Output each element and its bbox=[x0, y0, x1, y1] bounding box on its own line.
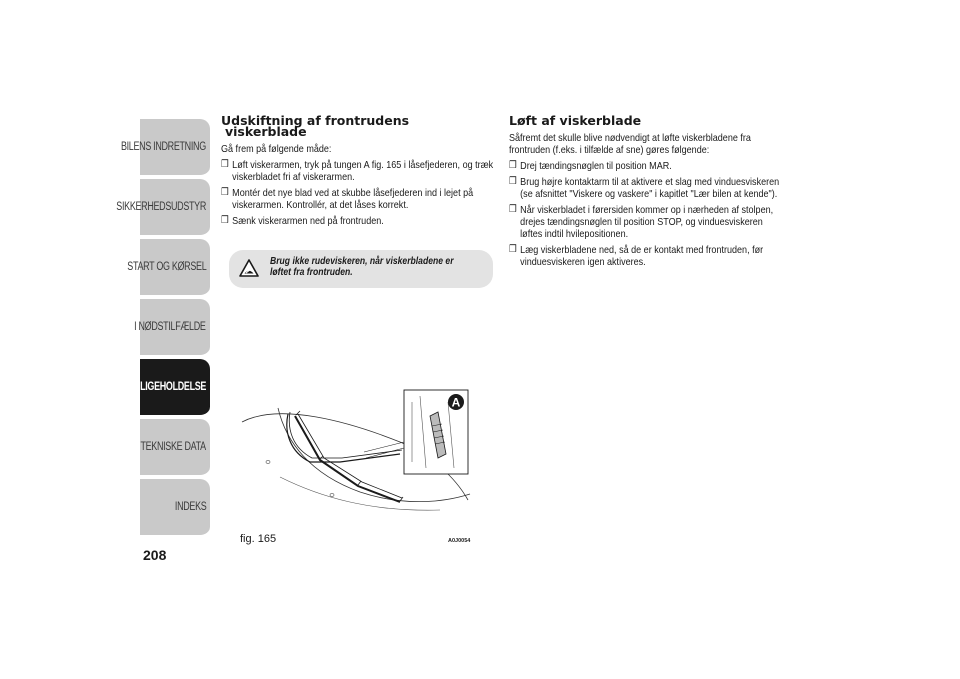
warning-text: Brug ikke rudeviskeren, når viskerbladene er løftet fra frontruden. bbox=[270, 256, 454, 278]
warning-box bbox=[229, 250, 493, 288]
heading-line-1: Udskiftning af frontrudens bbox=[221, 113, 410, 128]
callout-label: A bbox=[451, 395, 461, 410]
heading-line-2: viskerblade bbox=[225, 124, 307, 139]
right-column bbox=[509, 113, 780, 272]
tab-label: INDEKS bbox=[174, 501, 206, 513]
tab-label: I NØDSTILFÆLDE bbox=[134, 321, 206, 333]
tab-label: BILENS INDRETNING bbox=[121, 141, 206, 153]
list-item-text: Læg viskerbladene ned, så de er kontakt med frontruden, før vinduesviskeren igen aktiveres. bbox=[520, 244, 764, 268]
windshield-wiper-warning-icon bbox=[239, 259, 259, 277]
list-item-text: Når viskerbladet i førersiden kommer op i nærheden af stolpen, drejes tændingsnøglen til position STOP, og vinduesviskeren løftes indtil hvilepositionen. bbox=[520, 204, 774, 240]
section-heading bbox=[509, 115, 774, 126]
list-item-text: Løft viskerarmen, tryk på tungen A fig. 165 i låsefjederen, og træk viskerbladet fri af viskerarmen. bbox=[232, 159, 494, 183]
wiper-illustration bbox=[240, 382, 472, 530]
figure-code: A0J0054 bbox=[448, 538, 471, 544]
tab-label: START OG KØRSEL bbox=[126, 261, 206, 273]
figure-caption: fig. 165 bbox=[240, 533, 277, 545]
intro-text: Såfremt det skulle blive nødvendigt at løfte viskerbladene fra frontruden (f.eks. i tilfælde af sne) gøres følgende: bbox=[509, 132, 751, 156]
tab-label: VEDLIGEHOLDELSE bbox=[122, 381, 206, 393]
list-item bbox=[509, 244, 785, 268]
intro-text: Gå frem på følgende måde: bbox=[221, 143, 332, 155]
heading-line-1: Løft af viskerblade bbox=[509, 113, 642, 128]
section-heading bbox=[221, 115, 491, 137]
tab-sikkerhedsudstyr[interactable] bbox=[116, 179, 210, 237]
list-item bbox=[509, 204, 785, 240]
tab-i-nodstilfaelde[interactable] bbox=[134, 299, 210, 357]
list-item bbox=[221, 187, 502, 211]
checkbox-bullet-icon: ❒ bbox=[509, 204, 517, 215]
checkbox-bullet-icon: ❒ bbox=[509, 176, 517, 187]
left-column bbox=[221, 113, 494, 231]
list-item-text: Brug højre kontaktarm til at aktivere et slag med vinduesviskeren (se afsnittet "Viskere og vaskere" i kapitlet "Lær bilen at kende"). bbox=[520, 176, 780, 200]
list-item bbox=[509, 160, 785, 172]
tab-label: TEKNISKE DATA bbox=[140, 441, 206, 453]
page-number: 208 bbox=[143, 547, 167, 563]
tab-bilens-indretning[interactable] bbox=[121, 119, 210, 177]
list-item bbox=[509, 176, 785, 200]
list-item-text: Sænk viskerarmen ned på frontruden. bbox=[232, 215, 384, 227]
tab-start-og-korsel[interactable] bbox=[126, 239, 210, 297]
checkbox-bullet-icon: ❒ bbox=[509, 244, 517, 255]
checkbox-bullet-icon: ❒ bbox=[221, 159, 229, 170]
list-item bbox=[221, 215, 502, 227]
checkbox-bullet-icon: ❒ bbox=[221, 215, 229, 226]
list-item-text: Drej tændingsnøglen til position MAR. bbox=[520, 160, 672, 172]
tab-vedligeholdelse[interactable] bbox=[122, 359, 210, 417]
tab-indeks[interactable] bbox=[140, 479, 210, 537]
checkbox-bullet-icon: ❒ bbox=[509, 160, 517, 171]
tab-tekniske-data[interactable] bbox=[140, 419, 210, 477]
list-item-text: Montér det nye blad ved at skubbe låsefjederen ind i lejet på viskerarmen. Kontrollér, at det låses korrekt. bbox=[232, 187, 474, 211]
list-item bbox=[221, 159, 502, 183]
tab-label: SIKKERHEDSUDSTYR bbox=[116, 201, 206, 213]
checkbox-bullet-icon: ❒ bbox=[221, 187, 229, 198]
